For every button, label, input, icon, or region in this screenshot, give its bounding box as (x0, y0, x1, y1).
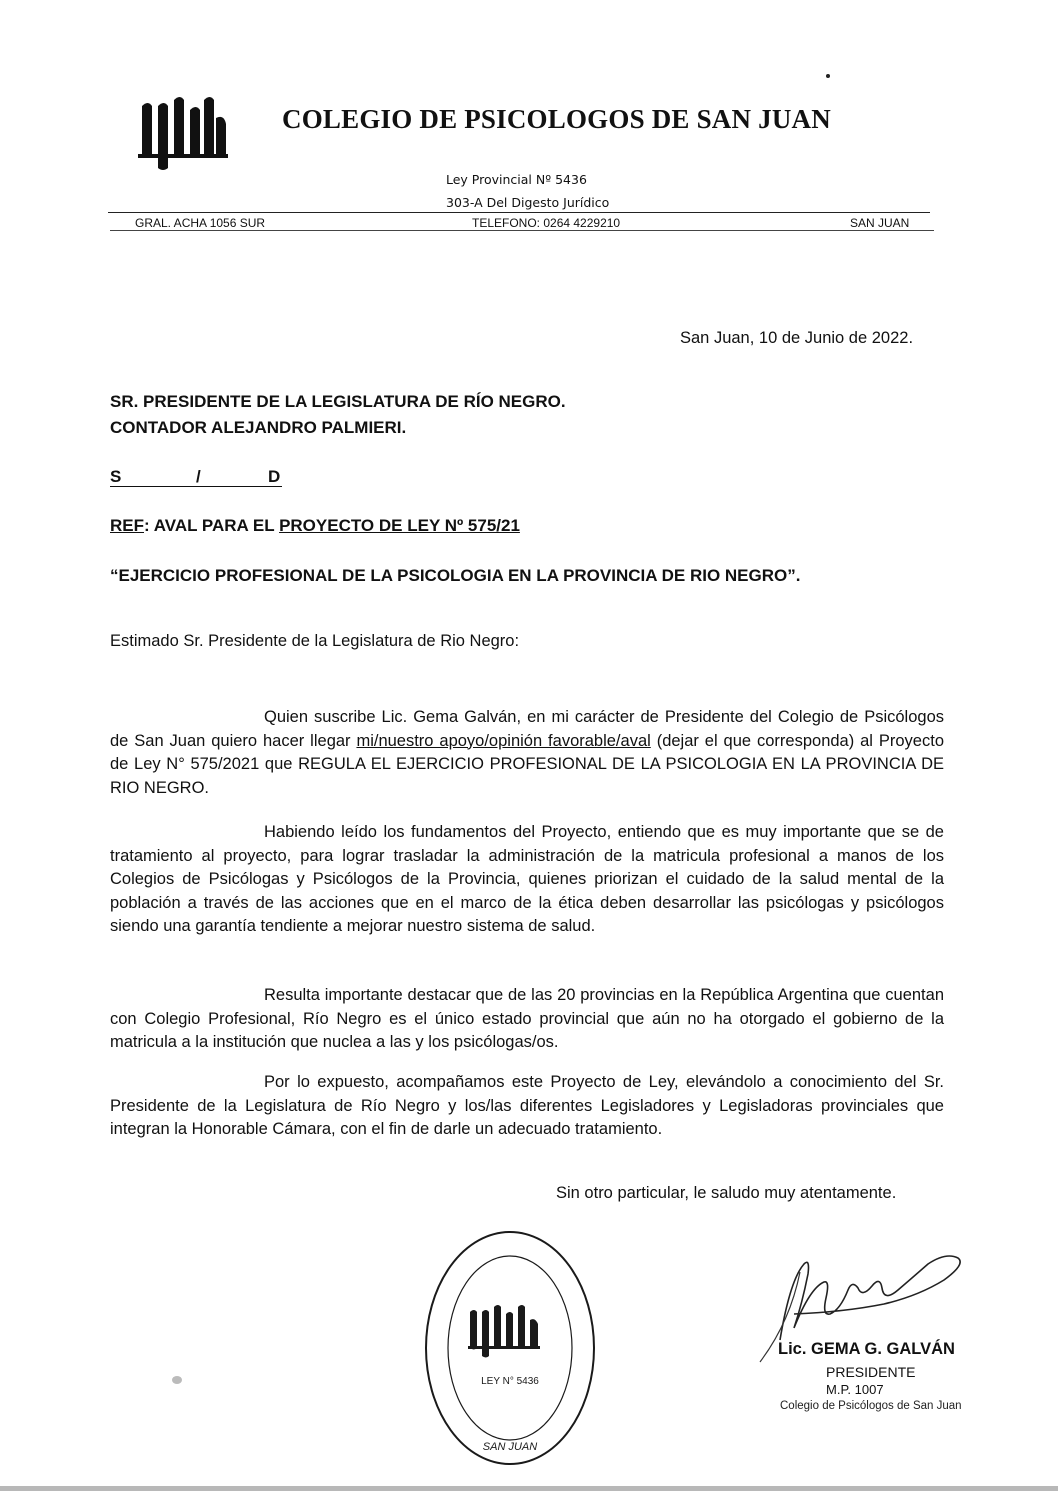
sd-underline (110, 486, 282, 487)
paragraph-1-a: Quien suscribe Lic. Gema Galván, en mi carácter de Presidente del Colegio de Psicólogos de San Juan quiero hacer llegar (110, 708, 944, 750)
sd-d: D (268, 467, 281, 486)
cpsj-monogram-logo-icon (138, 96, 230, 178)
city: SAN JUAN (850, 216, 910, 230)
sd-s: S (110, 467, 122, 486)
address: GRAL. ACHA 1056 SUR (135, 216, 266, 230)
paragraph-2: Habiendo leído los fundamentos del Proyecto, entiendo que es muy importante que se de tratamiento al proyecto, para lograr trasladar la administración de la matricula profesional a manos de los Colegios de Psicólogas y Psicólogos de la Provincia, quienes priorizan el cuidado de la salud mental de la población a través de las acciones que en el marco de la ética deben desarrollar las psicólogas y psicólogos siendo una garantía tendiente a mejorar nuestro sistema de salud. (110, 823, 944, 936)
seal-law-text: LEY N° 5436 (481, 1376, 539, 1387)
svg-text:SAN JUAN: SAN JUAN (482, 1441, 538, 1453)
header-bottom-divider (110, 230, 934, 231)
scan-smudge (172, 1376, 182, 1384)
salutation: Estimado Sr. Presidente de la Legislatura de Rio Negro: (110, 632, 520, 650)
signatory-name: Lic. GEMA G. GALVÁN (778, 1340, 955, 1358)
paragraph-4: Por lo expuesto, acompañamos este Proyecto de Ley, elevándolo a conocimiento del Sr. Presidente de la Legislatura de Río Negro y los/las diferentes Legisladores y Legisladoras provinciales que integran la Honorable Cámara, con el fin de darle un adecuado tratamiento. (110, 1073, 944, 1139)
recipient-line-2: CONTADOR ALEJANDRO PALMIERI. (110, 418, 407, 437)
signatory-organization: Colegio de Psicólogos de San Juan (780, 1400, 962, 1412)
letter-date: San Juan, 10 de Junio de 2022. (680, 329, 914, 347)
phone: TELEFONO: 0264 4229210 (472, 216, 621, 230)
ref-middle: : AVAL PARA EL (144, 516, 280, 535)
official-seal-icon (420, 1226, 600, 1470)
law-line-1: Ley Provincial Nº 5436 (446, 172, 587, 187)
paragraph-1 (110, 706, 944, 800)
reference-line (110, 516, 520, 536)
recipient-line-1: SR. PRESIDENTE DE LA LEGISLATURA DE RÍO NEGRO. (110, 392, 566, 411)
paragraph-1-b: (dejar el que corresponda) al Proyecto de Ley N° 575/2021 que REGULA EL EJERCICIO PROFESIONAL DE LA PSICOLOGIA EN LA PROVINCIA DE RIO NEGRO. (110, 731, 944, 797)
header-divider (108, 212, 930, 213)
paragraph-3: Resulta importante destacar que de las 20 provincias en la República Argentina que cuentan con Colegio Profesional, Río Negro es el único estado provincial que aún no ha otorgado el gobierno de la matricula a la institución que nuclea a las y los psicólogas/os. (110, 986, 944, 1052)
scan-bottom-edge (0, 1486, 1058, 1491)
organization-name: COLEGIO DE PSICOLOGOS DE SAN JUAN (282, 104, 831, 134)
closing-line: Sin otro particular, le saludo muy atentamente. (556, 1184, 897, 1202)
ref-project: PROYECTO DE LEY Nº 575/21 (279, 516, 520, 535)
ref-label: REF (110, 516, 144, 535)
subject-title: “EJERCICIO PROFESIONAL DE LA PSICOLOGIA EN LA PROVINCIA DE RIO NEGRO”. (110, 566, 801, 585)
signatory-role: PRESIDENTE (826, 1364, 916, 1380)
sd-slash: / (196, 467, 201, 486)
signatory-license: M.P. 1007 (826, 1382, 884, 1397)
paragraph-1-underlined: mi/nuestro apoyo/opinión favorable/aval (356, 731, 651, 750)
speck (826, 74, 830, 78)
law-line-2: 303-A Del Digesto Jurídico (446, 195, 610, 210)
